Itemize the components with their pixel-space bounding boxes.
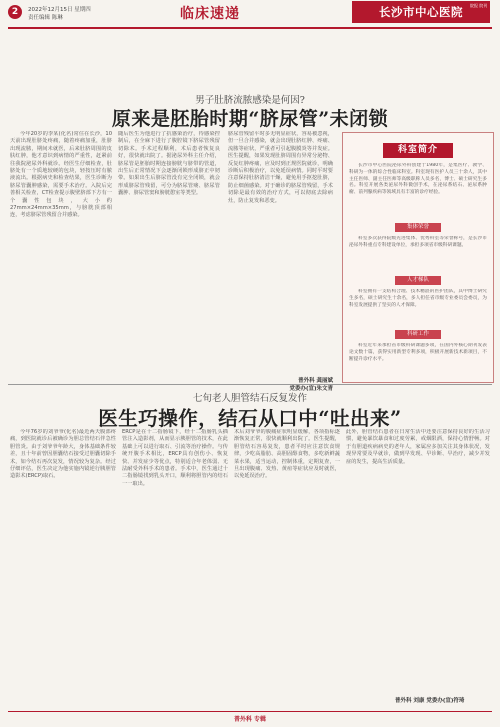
footer-brand: 普外科 专辑 <box>233 716 267 723</box>
article1-author: 普外科 龚丽斌 党委办(宣)朱文青 <box>289 378 333 392</box>
page-footer <box>0 709 500 727</box>
article1-column-3: 脐尿管残留平时多无明显症状，容易被忽视，但一旦合并感染，就会出现肚脐红肿、疼痛、流脓等症状，严重者可引起腹膜炎等并发症。医生提醒，如果发现肚脐周围有异常分泌物、反复红肿疼痛，应及时到正规医院就诊，明确诊断后积极治疗，以免延误病情。同时平时要注意保持肚脐清洁干燥，避免用手抠挖肚脐，防止细菌感染。对于确诊的脐尿管残留，手术切除是最有效的治疗方式，可以彻底去除病灶，防止复发和恶变。 <box>228 131 333 204</box>
masthead-rule <box>8 27 492 29</box>
article2-title: 医生巧操作，结石从口中“吐出来” <box>98 407 402 430</box>
research-text: 科室近年来承担省市级科研课题多项，在国内外核心期刊发表论文数十篇，获得实用新型专利多项，积极开展新技术新项目，不断提升诊疗水平。 <box>349 343 487 362</box>
talent-heading: 人才梯队 <box>395 276 441 285</box>
article2-column-1: 今年76岁的刘爷爷(化名)最近两天腹部疼痛，到医院就诊后被确诊为胆总管结石伴急性胆管炎。由于刘爷爷年龄大，身体基础条件较差，且十年前曾因胆囊结石接受过胆囊切除手术，如今结石再次复发，情况较为复杂。经过仔细评估，医生决定为他实施内镜逆行胰胆管造影术(ERCP)取石。 <box>10 429 116 480</box>
brand-logo: 长沙市中心医院 <box>352 1 490 23</box>
article2-column-3: 术后刘爷爷的腹痛症状明显缓解，各项指标逐渐恢复正常，很快就顺利出院了。医生提醒，胆管结石容易复发，患者平时应注意饮食规律，少吃高脂肪、高胆固醇食物，多吃新鲜蔬菜水果，适当运动，控制体重，定期复查，一旦出现腹痛、发热、黄疸等症状应及时就医，以免延误治疗。 <box>234 429 340 480</box>
footer-rule <box>8 711 492 712</box>
article-divider <box>8 384 492 385</box>
article2-kicker: 七旬老人胆管结石反复发作 <box>192 393 307 404</box>
masthead <box>0 0 500 36</box>
editor-credit: 责任编辑 陈琳 <box>28 15 63 21</box>
department-intro-title: 科室简介 <box>383 143 453 158</box>
article1-column-1: 今年20岁的李某(化名)常住在长沙，10天前出现肚脐处疼痛，随着疼痛加重，肚脐出现流脓，期间未就医，后来肚脐周围的皮肤红肿，他才意识到病情的严重性，赶紧前往我院泌尿外科就诊。经医生仔细检查，肚脐处有一个质地较硬的包块，轻按压时有脓液流出。根据病史和检查结果，医生诊断为脐尿管囊肿感染，需要手术治疗。入院后完善相关检查，CT检查提示腹壁脐部下方有一个囊性包块，大小约27mm×24mm×35mm，与膀胱顶部相连，考虑脐尿管残留合并感染。 <box>10 131 112 219</box>
article1-kicker: 男子肚脐流脓感染是何因? <box>195 95 305 106</box>
honors-heading: 集体荣誉 <box>395 223 441 232</box>
article2-column-2: ERCP是在十二指肠镜下，经十二指肠乳头插管注入造影剂，从而显示胰胆管的技术，在此基础上可以进行取石、引流等治疗操作。与传统开腹手术相比，ERCP具有创伤小、恢复快、并发症少等优点，特别适合年老体弱、无法耐受外科手术的患者。手术中，医生通过十二指肠镜找到乳头开口，顺利将胆管内的结石一一取出。 <box>122 429 228 487</box>
article1-title: 原来是胚胎时期“脐尿管”未闭锁 <box>111 108 389 130</box>
talent-text: 科室拥有一支结构合理、技术精湛的医护团队，其中博士研究生多名，硕士研究生十余名，多人担任省市级专业委员会委员，为科室发展提供了坚实的人才保障。 <box>349 289 487 308</box>
honors-text: 科室多次获得院级先进集体、优秀科室等荣誉称号，是长沙市泌尿外科重点专科建设单位，承担多项省市级科研课题。 <box>349 236 487 248</box>
article2-author: 普外科 刘康 党委办(宣)符琦 <box>395 698 465 704</box>
section-title: 临床速递 <box>180 6 240 22</box>
issue-date: 2022年12月15日 星期四 <box>28 7 91 13</box>
department-intro-text: 长沙市中心医院泌尿外科创建于1980年，是集医疗、教学、科研为一体的综合性临床科室。科室现有医护人员三十余人，其中主任医师、副主任医师等高级职称人员多名，博士、硕士研究生多名。科室开展各类泌尿外科微创手术，在泌尿系结石、泌尿系肿瘤、前列腺疾病等领域具有丰富的诊疗经验。 <box>349 163 487 196</box>
article1-column-2: 随后医生为他进行了抗感染治疗，待感染控制后，在全麻下进行了腹腔镜下脐尿管残留切除术。手术过程顺利，术后患者恢复良好，很快就出院了。据泌尿外科主任介绍，脐尿管是胚胎时期连接膀胱与脐带的管道，出生后正常情况下会逐渐闭锁形成脐正中韧带。如果出生后脐尿管没有完全闭锁，就会形成脐尿管残留，可分为脐尿管瘘、脐尿管囊肿、脐尿管窦和膀胱憩室等类型。 <box>118 131 220 197</box>
page-number: 2 <box>8 5 22 19</box>
research-heading: 科研工作 <box>395 330 441 339</box>
article2-column-4: 此外，胆管结石患者在日常生活中还要注意保持良好的生活习惯，避免暴饮暴食和过度劳累，戒烟限酒，保持心情舒畅。对于有胆道疾病病史的老年人，家属应多加关注其身体状况，发现异常要及早就诊，做到早发现、早诊断、早治疗，减少并发症的发生，提高生活质量。 <box>346 429 490 465</box>
department-intro-box <box>342 132 494 383</box>
brand-subtitle: 院报 院刊 <box>470 3 488 8</box>
